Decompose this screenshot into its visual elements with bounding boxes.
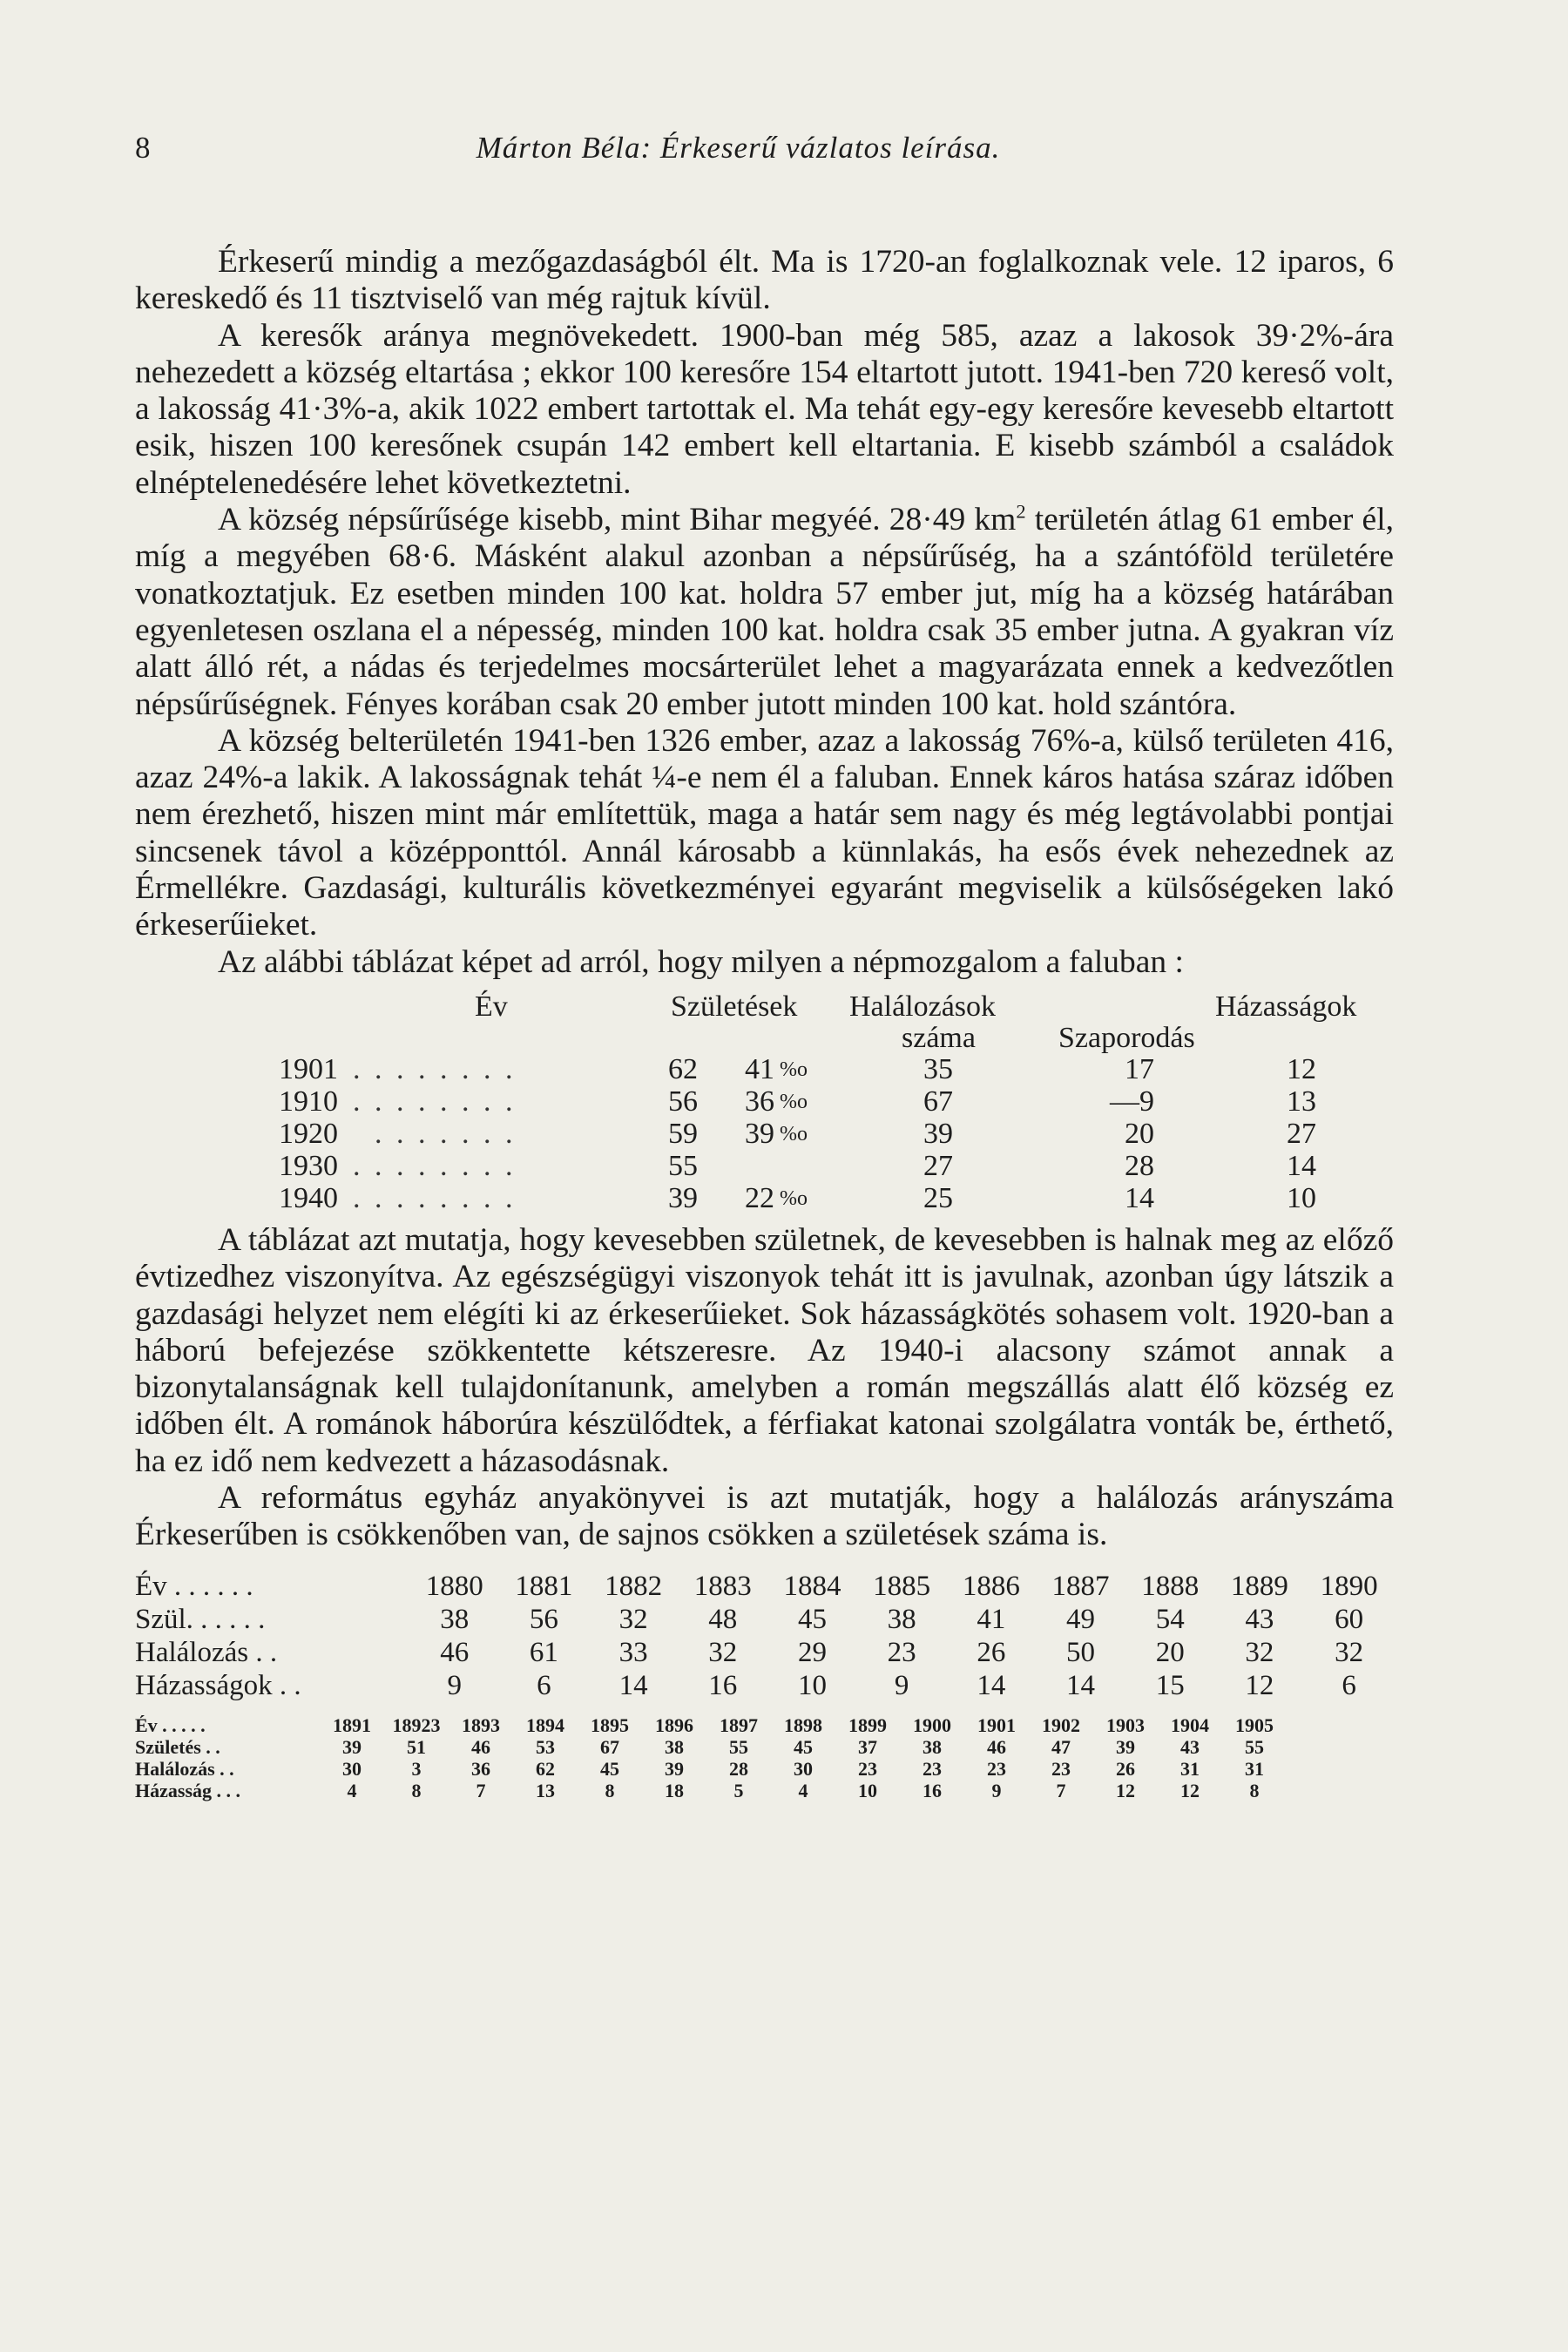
- table-cell: 23: [987, 1757, 1006, 1780]
- table-cell: 20: [1155, 1636, 1185, 1668]
- table-row: [135, 1603, 1394, 1636]
- table-row: [135, 1119, 1394, 1151]
- table-cell: 31: [1180, 1757, 1200, 1780]
- table-cell: 55: [1245, 1735, 1264, 1758]
- table-cell: 23: [1051, 1757, 1071, 1780]
- births-cell: 39: [668, 1181, 698, 1214]
- rate-cell: 36: [745, 1085, 774, 1118]
- table-cell: 38: [665, 1735, 684, 1758]
- leader-dots: . . . . . . . .: [353, 1181, 517, 1214]
- col-header-szaporodas: Szaporodás: [1058, 1021, 1195, 1054]
- paragraph: [135, 723, 1394, 944]
- page-header: [135, 131, 1394, 183]
- table-row: [135, 1054, 1394, 1086]
- marriages-cell: 14: [1287, 1149, 1316, 1182]
- table-cell: 39: [1116, 1735, 1135, 1758]
- table-cell: 26: [977, 1636, 1006, 1668]
- table-row: [135, 1714, 1287, 1736]
- leader-dots: . . . . . . . .: [353, 1085, 517, 1118]
- table-cell: 61: [529, 1636, 558, 1668]
- table-cell: 1883: [693, 1570, 752, 1602]
- growth-cell: 17: [1125, 1052, 1154, 1085]
- col-header-ev: Év: [475, 990, 508, 1023]
- population-table: [135, 991, 1394, 1215]
- fraction: ¼: [652, 760, 677, 796]
- table-row: [135, 1669, 1394, 1702]
- paragraph: A református egyház anyakönyvei is azt mutatják, hogy a halálozás arányszáma Érkeserűben is csökkenőben van, de sajnos csökken a születések száma is.: [135, 1480, 1394, 1553]
- table-cell: 36: [471, 1757, 490, 1780]
- leader-dots: . . . . . . . .: [353, 1052, 517, 1085]
- marriages-cell: 12: [1287, 1052, 1316, 1085]
- table-cell: 1880: [425, 1570, 483, 1602]
- paragraph: A keresők aránya megnövekedett. 1900-ban még 585, azaz a lakosok 39·2%-ára nehezedett a község eltartása ; ekkor 100 keresőre 154 eltartott jutott. 1941-ben 720 kereső volt, a lakosság 41·3%-a, akik 1022 embert tartottak el. Ma tehát egy-egy keresőre kevesebb eltartott esik, hiszen 100 keresőnek csupán 142 embert kell eltartania. E kisebb számból a családok elnéptelenedésére lehet következtetni.: [135, 317, 1394, 501]
- table-cell: 16: [708, 1669, 738, 1701]
- table-cell: 55: [729, 1735, 748, 1758]
- table-cell: 1888: [1141, 1570, 1200, 1602]
- table-cell: 14: [977, 1669, 1006, 1701]
- table-cell: 12: [1245, 1669, 1274, 1701]
- table-cell: 1881: [515, 1570, 573, 1602]
- table-cell: 1901: [977, 1713, 1016, 1736]
- marriages-cell: 10: [1287, 1181, 1316, 1214]
- vital-statistics-tables: [135, 1570, 1394, 1801]
- table-cell: 4: [798, 1779, 808, 1801]
- marriages-cell: 27: [1287, 1117, 1316, 1150]
- table-cell: 10: [797, 1669, 827, 1701]
- table-row: [135, 1086, 1394, 1119]
- births-cell: 62: [668, 1052, 698, 1085]
- table-cell: 46: [471, 1735, 490, 1758]
- table-cell: 1897: [720, 1713, 758, 1736]
- births-cell: 56: [668, 1085, 698, 1118]
- table-cell: 1890: [1320, 1570, 1378, 1602]
- table-cell: 1903: [1106, 1713, 1145, 1736]
- leader-dots: . . . . . . . .: [353, 1149, 517, 1182]
- table-cell: 8: [411, 1779, 422, 1801]
- table-cell: 1893: [462, 1713, 500, 1736]
- row-label: Halálozás . .: [135, 1636, 278, 1668]
- table-cell: 49: [1066, 1603, 1096, 1635]
- year-cell: 1910: [279, 1085, 338, 1118]
- paragraph: Érkeserű mindig a mezőgazdaságból élt. Ma is 1720-an foglalkoznak vele. 12 iparos, 6 kereskedő és 11 tisztviselő van még rajtuk kívül.: [135, 244, 1394, 317]
- text-run: területén átlag 61 ember él, míg a megyében 68·6. Másként alakul azonban a népsűrűség, ha a szántóföld területére vonatkoztatjuk. Ez esetben minden 100 kat. holdra 57 ember jut, míg ha a község határában egyenletesen oszlana el a népesség, minden 100 kat. holdra csak 35 ember jutna. A gyakran víz alatt álló rét, a nádas és terjedelmes mocsárterület lehet a magyarázata ennek a kedvezőtlen népsűrűségnek. Fényes korában csak 20 ember jutott minden 100 kat. hold szántóra.: [135, 502, 1394, 722]
- table-cell: 43: [1180, 1735, 1200, 1758]
- table-cell: 8: [605, 1779, 615, 1801]
- running-title: Márton Béla: Érkeserű vázlatos leírása.: [476, 131, 1001, 165]
- rate-cell: 41: [745, 1052, 774, 1085]
- table-cell: 33: [618, 1636, 648, 1668]
- deaths-cell: 67: [923, 1085, 953, 1118]
- table-cell: 38: [923, 1735, 942, 1758]
- births-cell: 59: [668, 1117, 698, 1150]
- row-label: Év . . . . . .: [135, 1570, 253, 1602]
- table-header: [135, 991, 1394, 1054]
- paragraph: A táblázat azt mutatja, hogy kevesebben születnek, de kevesebben is halnak meg az előző évtizedhez viszonyítva. Az egészségügyi viszonyok tehát itt is javulnak, azonban úgy látszik a gazdasági helyzet nem elégíti ki az érkeserűieket. Sok házasságkötés sohasem volt. 1920-ban a háború befejezése szökkentette kétszeresre. Az 1940-i alacsony számot annak a bizonytalanságnak kell tulajdonítanunk, amelyben a román megszállás alatt élő község ez időben élt. A románok háborúra készülődtek, a férfiakat katonai szolgálatra vonták be, érthető, ha ez idő nem kedvezett a házasodásnak.: [135, 1221, 1394, 1479]
- paragraph: Az alábbi táblázat képet ad arról, hogy milyen a népmozgalom a faluban :: [218, 943, 1184, 980]
- growth-cell: 28: [1125, 1149, 1154, 1182]
- table-cell: 31: [1245, 1757, 1264, 1780]
- table-cell: 50: [1066, 1636, 1096, 1668]
- table-cell: 1884: [783, 1570, 841, 1602]
- table-cell: 30: [342, 1757, 362, 1780]
- table-cell: 62: [536, 1757, 555, 1780]
- table-cell: 6: [537, 1669, 551, 1701]
- table-cell: 26: [1116, 1757, 1135, 1780]
- col-header-szuletesek: Születések: [671, 990, 798, 1023]
- table-cell: 9: [447, 1669, 462, 1701]
- permille-cell: %o: [780, 1090, 808, 1113]
- marriages-cell: 13: [1287, 1085, 1316, 1118]
- col-header-halalozasok: Halálozások: [849, 990, 997, 1023]
- rate-cell: 22: [745, 1181, 774, 1214]
- table-cell: 37: [858, 1735, 877, 1758]
- year-cell: 1940: [279, 1181, 338, 1214]
- deaths-cell: 25: [923, 1181, 953, 1214]
- growth-cell: 14: [1125, 1181, 1154, 1214]
- table-cell: 47: [1051, 1735, 1071, 1758]
- row-label: Házasságok . .: [135, 1669, 301, 1701]
- table-cell: 7: [476, 1779, 486, 1801]
- table-cell: 5: [733, 1779, 744, 1801]
- table-cell: 1905: [1235, 1713, 1274, 1736]
- table-cell: 4: [347, 1779, 357, 1801]
- text-run: A község belterületén 1941-ben 1326 ember, azaz a lakosság 76%-a, külső területen 416, azaz 24%-a lakik. A lakosságnak tehát: [135, 722, 1394, 796]
- row-label: Halálozás . .: [135, 1757, 234, 1780]
- table-cell: 53: [536, 1735, 555, 1758]
- table-cell: 1896: [655, 1713, 693, 1736]
- table-cell: 1891: [333, 1713, 371, 1736]
- table-cell: 1885: [873, 1570, 931, 1602]
- growth-cell: —9: [1110, 1085, 1154, 1118]
- deaths-cell: 39: [923, 1117, 953, 1150]
- table-cell: 18923: [392, 1713, 441, 1736]
- table-cell: 1889: [1230, 1570, 1288, 1602]
- table-cell: 46: [440, 1636, 470, 1668]
- table-cell: 46: [987, 1735, 1006, 1758]
- deaths-cell: 35: [923, 1052, 953, 1085]
- table-cell: 67: [600, 1735, 619, 1758]
- table-cell: 14: [1066, 1669, 1096, 1701]
- table-cell: 1886: [962, 1570, 1020, 1602]
- rate-cell: 39: [745, 1117, 774, 1150]
- table-cell: 32: [618, 1603, 648, 1635]
- vital-stats-table-1891-1905: [135, 1714, 1287, 1801]
- paragraph: [135, 502, 1394, 723]
- table-cell: 1894: [526, 1713, 564, 1736]
- table-row: [135, 1736, 1287, 1758]
- table-cell: 13: [536, 1779, 555, 1801]
- row-label: Születés . .: [135, 1735, 220, 1758]
- table-cell: 43: [1245, 1603, 1274, 1635]
- table-cell: 18: [665, 1779, 684, 1801]
- table-cell: 39: [342, 1735, 362, 1758]
- table-cell: 15: [1155, 1669, 1185, 1701]
- table-cell: 3: [411, 1757, 422, 1780]
- table-cell: 45: [794, 1735, 813, 1758]
- table-cell: 9: [991, 1779, 1002, 1801]
- year-cell: 1930: [279, 1149, 338, 1182]
- table-cell: 54: [1155, 1603, 1185, 1635]
- table-cell: 1895: [591, 1713, 629, 1736]
- growth-cell: 20: [1125, 1117, 1154, 1150]
- table-cell: 23: [858, 1757, 877, 1780]
- col-header-szama: száma: [902, 1021, 976, 1054]
- table-cell: 1882: [605, 1570, 663, 1602]
- table-cell: 1887: [1051, 1570, 1110, 1602]
- superscript: 2: [1016, 500, 1026, 523]
- table-cell: 1900: [913, 1713, 951, 1736]
- deaths-cell: 27: [923, 1149, 953, 1182]
- table-cell: 12: [1180, 1779, 1200, 1801]
- table-cell: 29: [797, 1636, 827, 1668]
- table-cell: 12: [1116, 1779, 1135, 1801]
- table-row: [135, 1183, 1394, 1215]
- table-cell: 32: [708, 1636, 738, 1668]
- table-cell: 38: [887, 1603, 916, 1635]
- table-cell: 32: [1335, 1636, 1364, 1668]
- permille-cell: %o: [780, 1058, 808, 1081]
- table-cell: 14: [618, 1669, 648, 1701]
- table-cell: 10: [858, 1779, 877, 1801]
- row-label: Év . . . . .: [135, 1713, 206, 1736]
- table-cell: 1902: [1042, 1713, 1080, 1736]
- table-row: [135, 1151, 1394, 1183]
- page-number: 8: [135, 131, 151, 165]
- table-cell: 6: [1342, 1669, 1356, 1701]
- births-cell: 55: [668, 1149, 698, 1182]
- col-header-hazassagok: Házasságok: [1215, 990, 1357, 1023]
- table-cell: 23: [923, 1757, 942, 1780]
- table-cell: 32: [1245, 1636, 1274, 1668]
- year-cell: 1920: [279, 1117, 338, 1150]
- table-cell: 45: [797, 1603, 827, 1635]
- year-cell: 1901: [279, 1052, 338, 1085]
- table-cell: 51: [407, 1735, 426, 1758]
- leader-dots: . . . . . . .: [375, 1117, 517, 1150]
- table-row: [135, 1570, 1394, 1603]
- table-cell: 16: [923, 1779, 942, 1801]
- text-run: A község népsűrűsége kisebb, mint Bihar megyéé. 28·49 km: [218, 502, 1017, 538]
- table-row: [135, 1758, 1287, 1780]
- text-run: -e nem él a faluban. Ennek káros hatása száraz időben nem érezhető, hiszen mint már említettük, maga a határ sem nagy és még legtávolabbi pontjai sincsenek távol a középponttól. Annál károsabb a künnlakás, ha esős évek nehezednek az Érmellékre. Gazdasági, kulturális következményei egyaránt megviselik a külsőségeken lakó érkeserűieket.: [135, 760, 1394, 943]
- row-label: Házasság . . .: [135, 1779, 240, 1801]
- table-row: [135, 1780, 1287, 1801]
- table-cell: 60: [1335, 1603, 1364, 1635]
- table-cell: 30: [794, 1757, 813, 1780]
- table-cell: 45: [600, 1757, 619, 1780]
- table-cell: 9: [894, 1669, 909, 1701]
- table-cell: 48: [708, 1603, 738, 1635]
- table-cell: 7: [1056, 1779, 1066, 1801]
- table-cell: 8: [1249, 1779, 1260, 1801]
- table-row: [135, 1636, 1394, 1669]
- table-cell: 41: [977, 1603, 1006, 1635]
- table-cell: 23: [887, 1636, 916, 1668]
- body-text: [135, 244, 1394, 1554]
- table-cell: 38: [440, 1603, 470, 1635]
- table-cell: 28: [729, 1757, 748, 1780]
- table-cell: 1898: [784, 1713, 822, 1736]
- row-label: Szül. . . . . .: [135, 1603, 266, 1635]
- table-cell: 56: [529, 1603, 558, 1635]
- permille-cell: %o: [780, 1122, 808, 1146]
- table-cell: 1904: [1171, 1713, 1209, 1736]
- table-cell: 39: [665, 1757, 684, 1780]
- vital-stats-table-1880-1890: [135, 1570, 1394, 1702]
- permille-cell: %o: [780, 1186, 808, 1210]
- table-cell: 1899: [848, 1713, 887, 1736]
